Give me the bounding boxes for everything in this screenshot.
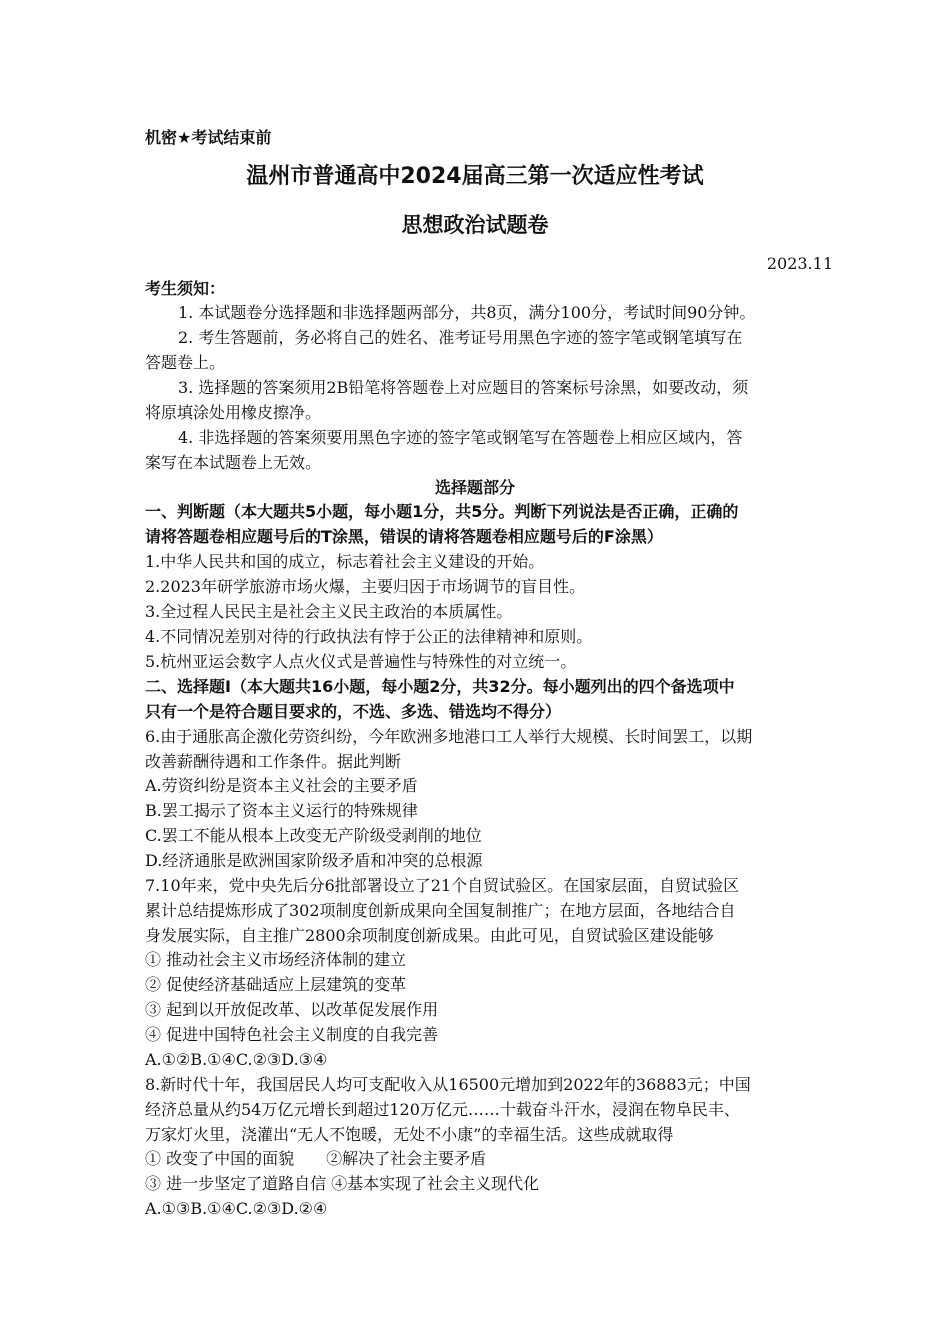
question-8-statements-1-2: ① 改变了中国的面貌 ②解决了社会主要矛盾 [145,1149,487,1168]
question-8-stem-cont2: 万家灯火里，浇灌出“无人不饱暖，无处不小康”的幸福生活。这些成就取得 [145,1125,674,1144]
part2-heading-cont: 只有一个是符合题目要求的，不选、多选、错选均不得分） [145,702,562,721]
question-6-option-b: B.罢工揭示了资本主义运行的特殊规律 [145,801,418,820]
notice-item-4: 4. 非选择题的答案须要用黑色字迹的签字笔或钢笔写在答题卷上相应区域内，答 [178,428,743,447]
part2-heading: 二、选择题Ⅰ（本大题共16小题，每小题2分，共32分。每小题列出的四个备选项中 [145,677,735,696]
part1-heading-cont: 请将答题卷相应题号后的T涂黑，错误的请将答题卷相应题号后的F涂黑） [145,527,663,546]
exam-subtitle: 思想政治试题卷 [401,213,549,237]
question-8-stem: 8.新时代十年，我国居民人均可支配收入从16500元增加到2022年的36883元；中国 [145,1075,751,1094]
question-2: 2.2023年研学旅游市场火爆，主要归因于市场调节的盲目性。 [145,577,585,596]
question-7-statement-2: ② 促使经济基础适应上层建筑的变革 [145,975,407,994]
notice-item-4-cont: 案写在本试题卷上无效。 [145,453,322,472]
exam-date: 2023.11 [766,254,833,273]
section-title: 选择题部分 [434,478,515,497]
question-7-stem: 7.10年来，党中央先后分6批部署设立了21个自贸试验区。在国家层面，自贸试验区 [145,876,740,895]
question-7-stem-cont2: 身发展实际，自主推广2800余项制度创新成果。由此可见，自贸试验区建设能够 [145,926,714,945]
exam-title: 温州市普通高中2024届高三第一次适应性考试 [246,164,704,189]
question-1: 1.中华人民共和国的成立，标志着社会主义建设的开始。 [145,552,545,571]
question-4: 4.不同情况差别对待的行政执法有悖于公正的法律精神和原则。 [145,627,593,646]
question-8-stem-cont: 经济总量从约54万亿元增长到超过120万亿元……十载奋斗汗水，浸润在物阜民丰、 [145,1100,740,1119]
question-8-statements-3-4: ③ 进一步坚定了道路自信 ④基本实现了社会主义现代化 [145,1174,540,1193]
question-6-option-a: A.劳资纠纷是资本主义社会的主要矛盾 [145,776,418,795]
question-7-statement-1: ① 推动社会主义市场经济体制的建立 [145,950,407,969]
question-7-stem-cont: 累计总结提炼形成了302项制度创新成果向全国复制推广；在地方层面，各地结合自 [145,901,736,920]
question-5: 5.杭州亚运会数字人点火仪式是普遍性与特殊性的对立统一。 [145,652,577,671]
question-7-statement-4: ④ 促进中国特色社会主义制度的自我完善 [145,1025,439,1044]
part1-heading: 一、判断题（本大题共5小题，每小题1分，共5分。判断下列说法是否正确，正确的 [145,502,739,521]
notice-item-2: 2. 考生答题前，务必将自己的姓名、准考证号用黑色字迹的签字笔或钢笔填写在 [178,328,743,347]
notice-item-3: 3. 选择题的答案须用2B铅笔将答题卷上对应题目的答案标号涂黑，如要改动，须 [178,378,749,397]
notice-item-3-cont: 将原填涂处用橡皮擦净。 [145,403,322,422]
notice-item-1: 1. 本试题卷分选择题和非选择题两部分，共8页，满分100分，考试时间90分钟。 [178,303,756,322]
question-3: 3.全过程人民民主是社会主义民主政治的本质属性。 [145,602,513,621]
notice-heading: 考生须知： [145,279,226,298]
notice-item-2-cont: 答题卷上。 [145,353,226,372]
question-6-stem-cont: 改善薪酬待遇和工作条件。据此判断 [145,752,402,771]
question-6-option-d: D.经济通胀是欧洲国家阶级矛盾和冲突的总根源 [145,851,483,870]
question-6-stem: 6.由于通胀高企激化劳资纠纷，今年欧洲多地港口工人举行大规模、长时间罢工，以期 [145,727,753,746]
question-6-option-c: C.罢工不能从根本上改变无产阶级受剥削的地位 [145,826,482,845]
confidential-label: 机密★考试结束前 [145,128,272,147]
question-7-choices: A.①②B.①④C.②③D.③④ [145,1050,328,1069]
question-8-choices: A.①③B.①④C.②③D.②④ [145,1199,328,1218]
question-7-statement-3: ③ 起到以开放促改革、以改革促发展作用 [145,1000,439,1019]
